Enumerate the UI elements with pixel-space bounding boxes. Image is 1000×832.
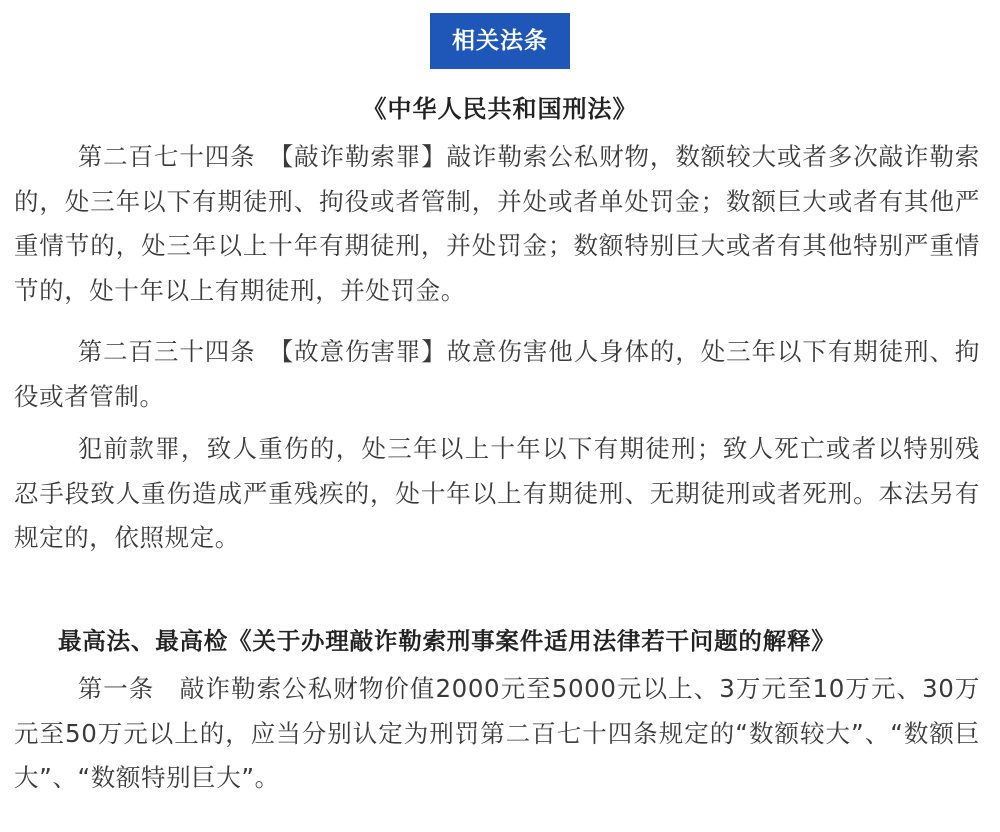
law-title: 《中华人民共和国刑法》 [362, 95, 638, 123]
article-274: 第二百七十四条 【敲诈勒索罪】敲诈勒索公私财物，数额较大或者多次敲诈勒索的，处三年以下有期徒刑、拘役或者管制，并处或者单处罚金；数额巨大或者有其他严重情节的，处三年以上十年有期徒刑，并处罚金；数额特别巨大或者有其他特别严重情节的，处十年以上有期徒刑，并处罚金。 [14, 142, 980, 305]
article-234-clause-2: 犯前款罪，致人重伤的，处三年以上十年以下有期徒刑；致人死亡或者以特别残忍手段致人重伤造成严重残疾的，处十年以上有期徒刑、无期徒刑或者死刑。本法另有规定的，依照规定。 [14, 434, 980, 552]
section-badge-wrapper [0, 13, 1000, 69]
section-badge: 相关法条 [430, 13, 570, 69]
article-234: 第二百三十四条 【故意伤害罪】故意伤害他人身体的，处三年以下有期徒刑、拘役或者管制。 [14, 337, 980, 411]
interpretation-title: 最高法、最高检《关于办理敲诈勒索刑事案件适用法律若干问题的解释》 [58, 627, 836, 655]
interpretation-article-1: 第一条 敲诈勒索公私财物价值2000元至5000元以上、3万元至10万元、30万元至50万元以上的，应当分别认定为刑罚第二百七十四条规定的“数额较大”、“数额巨大”、“数额特别巨大”。 [14, 674, 980, 792]
